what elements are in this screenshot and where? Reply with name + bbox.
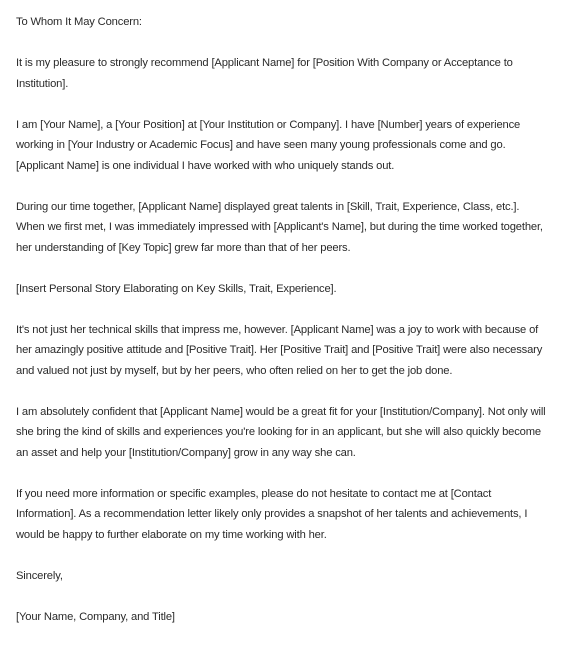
paragraph-author-background: I am [Your Name], a [Your Position] at [Your Institution or Company]. I have [Number] years of experience working in [Your Industry or Academic Focus] and have seen many young professionals come and go. [Applicant Name] is one individual I have worked with who uniquely stands out. — [16, 118, 521, 172]
signature: [Your Name, Company, and Title] — [16, 610, 175, 623]
paragraph-personal-story: [Insert Personal Story Elaborating on Key Skills, Trait, Experience]. — [16, 282, 337, 295]
paragraph-talents: During our time together, [Applicant Name] displayed great talents in [Skill, Trait, Experience, Class, etc.]. When we first met, I was immediately impressed with [Applicant's Name], but during the time worked together, her understanding of [Key Topic] grew far more than that of her peers. — [16, 200, 543, 254]
paragraph-contact: If you need more information or specific examples, please do not hesitate to contact me at [Contact Information]. As a recommendation letter likely only provides a snapshot of her talents and achievements, I would be happy to further elaborate on my time working with her. — [16, 487, 528, 541]
paragraph-confidence: I am absolutely confident that [Applicant Name] would be a great fit for your [Institution/Company]. Not only will she bring the kind of skills and experiences you're looking for in an applicant, but she will also quickly become an asset and help your [Institution/Company] grow in any way she can. — [16, 405, 546, 459]
closing: Sincerely, — [16, 569, 63, 582]
paragraph-intro: It is my pleasure to strongly recommend [Applicant Name] for [Position With Company or Acceptance to Institution]. — [16, 57, 513, 90]
recommendation-letter — [16, 12, 546, 648]
salutation: To Whom It May Concern: — [16, 16, 142, 28]
paragraph-attitude: It's not just her technical skills that impress me, however. [Applicant Name] was a joy to work with because of her amazingly positive attitude and [Positive Trait]. Her [Positive Trait] and [Positive Trait] were also necessary and valued not just by myself, but by her peers, who often relied on her to get the job done. — [16, 323, 543, 377]
